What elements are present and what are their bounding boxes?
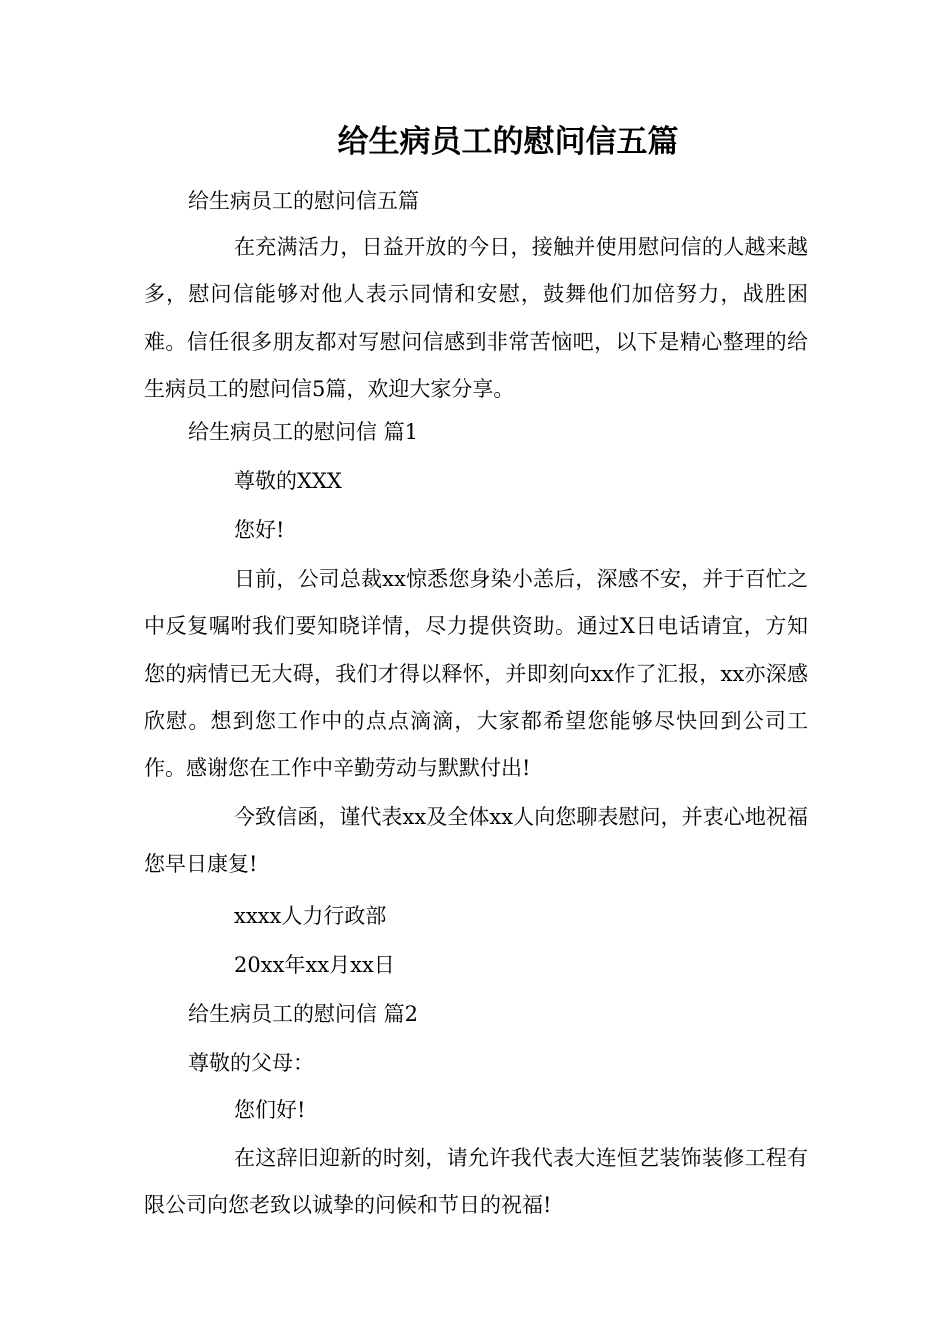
letter1-closing: 今致信函，谨代表xx及全体xx人向您聊表慰问，并衷心地祝福您早日康复! — [144, 805, 808, 877]
letter1-date: 20xx年xx月xx日 — [234, 953, 395, 977]
letter2-heading: 给生病员工的慰问信 篇2 — [188, 1002, 419, 1026]
letter2-greeting: 您们好! — [234, 1098, 306, 1122]
subtitle: 给生病员工的慰问信五篇 — [188, 189, 419, 213]
letter1-salutation: 尊敬的XXX — [234, 469, 342, 493]
letter2-body: 在这辞旧迎新的时刻，请允许我代表大连恒艺装饰装修工程有限公司向您老致以诚挚的问候和节日的祝福! — [144, 1146, 808, 1218]
letter1-signature: xxxx人力行政部 — [234, 904, 387, 928]
letter1-body: 日前，公司总裁xx惊悉您身染小恙后，深感不安，并于百忙之中反复嘱咐我们要知晓详情，尽力提供资助。通过X日电话请宜，方知您的病情已无大碍，我们才得以释怀，并即刻向xx作了汇报，xx亦深感欣慰。想到您工作中的点点滴滴，大家都希望您能够尽快回到公司工作。感谢您在工作中辛勤劳动与默默付出! — [144, 567, 808, 781]
intro-paragraph: 在充满活力，日益开放的今日，接触并使用慰问信的人越来越多，慰问信能够对他人表示同情和安慰，鼓舞他们加倍努力，战胜困难。信任很多朋友都对写慰问信感到非常苦恼吧，以下是精心整理的给生病员工的慰问信5篇，欢迎大家分享。 — [144, 235, 808, 401]
document-title: 给生病员工的慰问信五篇 — [337, 124, 679, 160]
letter1-greeting: 您好! — [234, 518, 285, 542]
letter1-heading: 给生病员工的慰问信 篇1 — [188, 420, 419, 444]
letter2-salutation: 尊敬的父母： — [188, 1051, 314, 1075]
